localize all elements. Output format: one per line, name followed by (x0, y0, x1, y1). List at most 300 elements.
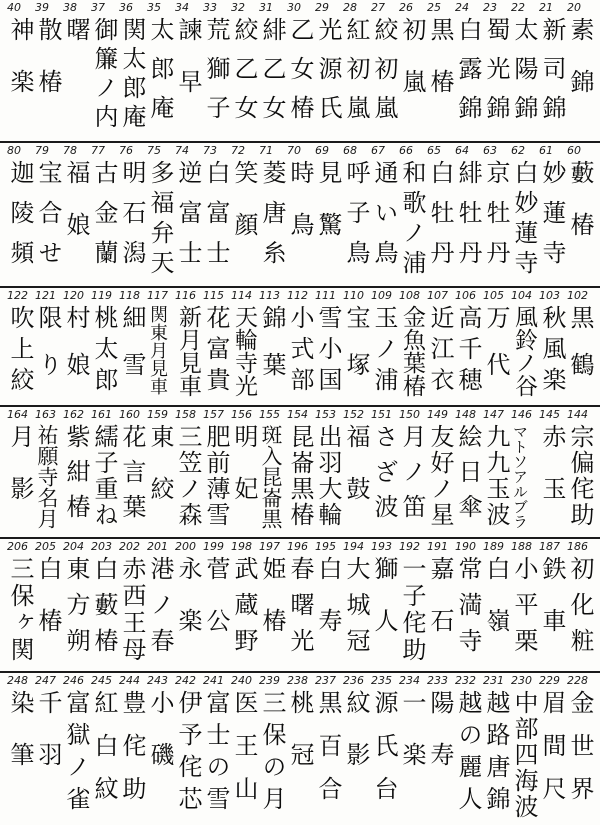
entry-number: 79 (35, 144, 49, 157)
list-entry (286, 143, 314, 285)
entry-number: 153 (315, 408, 336, 421)
entry-number: 244 (119, 674, 140, 687)
cultivar-name: 花言葉 (118, 424, 146, 529)
list-entry (510, 0, 538, 140)
list-entry (6, 407, 34, 536)
list-entry (118, 407, 146, 536)
cultivar-name: 宗偏侘助 (566, 424, 594, 528)
cultivar-name: 昆崙黒椿 (286, 424, 314, 528)
list-entry (230, 407, 258, 536)
cultivar-name: 白寿 (314, 556, 342, 660)
list-entry (286, 539, 314, 670)
cultivar-name: 太陽錦 (510, 17, 538, 134)
entry-number: 23 (483, 1, 497, 14)
list-entry (454, 0, 482, 140)
entry-number: 248 (7, 674, 28, 687)
list-entry (202, 288, 230, 404)
entry-number: 74 (175, 144, 189, 157)
cultivar-name: 眉間尺 (538, 690, 566, 819)
entry-number: 245 (91, 674, 112, 687)
cultivar-name: 菅公 (202, 556, 230, 660)
cultivar-name: 迦陵頻 (6, 160, 34, 280)
entry-number: 73 (203, 144, 217, 157)
list-entry (538, 407, 566, 536)
list-entry (342, 143, 370, 285)
cultivar-name: 赤玉 (538, 424, 566, 528)
cultivar-name: 絞乙女 (230, 17, 258, 134)
entry-number: 240 (231, 674, 252, 687)
list-entry (90, 0, 118, 140)
cultivar-name: 関東月見車 (147, 305, 168, 395)
cultivar-name: 呼子鳥 (342, 160, 370, 280)
entry-number: 242 (175, 674, 196, 687)
cultivar-name: 風鈴ノ谷 (511, 305, 537, 397)
list-entry (174, 673, 202, 825)
cultivar-name: 染筆 (6, 690, 34, 794)
list-entry (34, 407, 62, 536)
cultivar-name: 斑入昆崙黒 (259, 424, 283, 529)
list-entry (314, 407, 342, 536)
list-entry (62, 407, 90, 536)
cultivar-name: 錦葉 (258, 305, 286, 399)
entry-number: 110 (343, 289, 364, 302)
list-entry (398, 143, 426, 285)
list-entry (398, 673, 426, 825)
cultivar-name: 繻子重ね (90, 424, 118, 528)
list-entry (426, 539, 454, 670)
cultivar-name: 光源氏 (314, 17, 342, 134)
entry-number: 35 (147, 1, 161, 14)
entry-number: 158 (175, 408, 196, 421)
entry-number: 202 (119, 540, 140, 553)
entry-number: 64 (455, 144, 469, 157)
entry-number: 108 (399, 289, 420, 302)
cultivar-name: 月影 (6, 424, 34, 528)
list-entry (454, 407, 482, 536)
entry-number: 120 (63, 289, 84, 302)
list-entry (34, 539, 62, 670)
entry-number: 228 (567, 674, 588, 687)
entry-number: 231 (483, 674, 504, 687)
entry-number: 66 (399, 144, 413, 157)
entry-row (6, 673, 594, 825)
list-entry (454, 288, 482, 404)
list-entry (6, 143, 34, 285)
list-entry (174, 288, 202, 404)
list-entry (510, 288, 538, 404)
entry-number: 232 (455, 674, 476, 687)
cultivar-name: 三保の月 (258, 690, 286, 818)
entry-row (6, 407, 594, 536)
cultivar-name: 千羽 (34, 690, 62, 794)
list-entry (426, 0, 454, 140)
list-entry (314, 539, 342, 670)
list-entry (286, 673, 314, 825)
list-entry (118, 673, 146, 825)
list-entry (146, 288, 174, 404)
list-entry (90, 407, 118, 536)
cultivar-name: 三笠ノ森 (174, 424, 202, 528)
entry-number: 160 (119, 408, 140, 421)
list-entry (202, 407, 230, 536)
list-entry (202, 0, 230, 140)
list-entry (566, 673, 594, 825)
list-entry (6, 673, 34, 825)
cultivar-name: 東方朔 (62, 556, 90, 664)
entry-number: 243 (147, 674, 168, 687)
cultivar-name: 陽寿 (426, 690, 454, 794)
list-entry (34, 288, 62, 404)
list-entry (482, 673, 510, 825)
cultivar-name: 玉ノ浦 (370, 305, 398, 398)
entry-number: 39 (35, 1, 49, 14)
cultivar-name: 姫椿 (258, 556, 286, 660)
entry-number: 151 (371, 408, 392, 421)
list-entry (398, 288, 426, 404)
list-entry (510, 539, 538, 670)
cultivar-name: 白嶺 (482, 556, 510, 660)
entry-number: 149 (427, 408, 448, 421)
entry-number: 157 (203, 408, 224, 421)
list-entry (398, 0, 426, 140)
entry-number: 192 (399, 540, 420, 553)
cultivar-name: 諫早 (174, 17, 202, 121)
list-entry (146, 673, 174, 825)
list-entry (510, 673, 538, 825)
entry-number: 121 (35, 289, 56, 302)
entry-number: 25 (427, 1, 441, 14)
entry-number: 62 (511, 144, 525, 157)
cultivar-name: 春曙光 (286, 556, 314, 664)
list-entry (342, 288, 370, 404)
entry-number: 113 (259, 289, 280, 302)
entry-number: 230 (511, 674, 532, 687)
entry-number: 199 (203, 540, 224, 553)
list-entry (202, 539, 230, 670)
cultivar-name: 東絞 (146, 424, 174, 528)
entry-number: 75 (147, 144, 161, 157)
entry-number: 116 (175, 289, 196, 302)
cultivar-name: 藪椿 (566, 160, 594, 264)
list-entry (426, 407, 454, 536)
cultivar-name: 白椿 (34, 556, 62, 660)
list-entry (314, 288, 342, 404)
entry-number: 33 (203, 1, 217, 14)
cultivar-name: 高千穂 (454, 305, 482, 398)
entry-number: 146 (511, 408, 532, 421)
cultivar-name: 大城冠 (342, 556, 370, 664)
list-entry (202, 143, 230, 285)
entry-number: 28 (343, 1, 357, 14)
cultivar-name: 一子侘助 (398, 556, 426, 664)
entry-number: 200 (175, 540, 196, 553)
list-entry (482, 143, 510, 285)
entry-number: 80 (7, 144, 21, 157)
list-entry (118, 0, 146, 140)
cultivar-name: さざ波 (370, 424, 398, 529)
cultivar-name: 蜀光錦 (482, 17, 510, 134)
entry-number: 188 (511, 540, 532, 553)
entry-row (6, 288, 594, 404)
cultivar-name: 花富貴 (202, 305, 230, 398)
entry-number: 191 (427, 540, 448, 553)
list-entry (426, 288, 454, 404)
entry-number: 246 (63, 674, 84, 687)
entry-number: 156 (231, 408, 252, 421)
entry-number: 201 (147, 540, 168, 553)
list-entry (286, 288, 314, 404)
entry-number: 189 (483, 540, 504, 553)
entry-number: 65 (427, 144, 441, 157)
entry-number: 118 (119, 289, 140, 302)
entry-number: 67 (371, 144, 385, 157)
list-entry (34, 143, 62, 285)
cultivar-name: 通い鳥 (370, 160, 398, 280)
entry-number: 203 (91, 540, 112, 553)
entry-number: 32 (231, 1, 245, 14)
cultivar-name: 白露錦 (454, 17, 482, 134)
cultivar-name: 村娘 (62, 305, 90, 399)
list-entry (342, 407, 370, 536)
entry-number: 30 (287, 1, 301, 14)
list-entry (538, 143, 566, 285)
entry-number: 63 (483, 144, 497, 157)
cultivar-name: 獅人 (370, 556, 398, 660)
entry-number: 193 (371, 540, 392, 553)
cultivar-name: マトソアルブラ (511, 424, 529, 529)
cultivar-name: 吹上絞 (6, 305, 34, 398)
entry-number: 206 (7, 540, 28, 553)
entry-number: 38 (63, 1, 77, 14)
cultivar-name: 中部四海波 (510, 690, 538, 820)
entry-number: 150 (399, 408, 420, 421)
cultivar-name: 新月見車 (175, 305, 201, 397)
list-entry (34, 673, 62, 825)
list-entry (62, 0, 90, 140)
entry-number: 105 (483, 289, 504, 302)
cultivar-name: 秋風楽 (538, 305, 566, 398)
cultivar-name: 富獄ノ雀 (62, 690, 90, 818)
entry-number: 27 (371, 1, 385, 14)
entry-number: 77 (91, 144, 105, 157)
cultivar-name: 小磯 (146, 690, 174, 794)
list-entry (258, 539, 286, 670)
cultivar-name: 京牡丹 (482, 160, 510, 280)
entry-number: 145 (539, 408, 560, 421)
entry-number: 104 (511, 289, 532, 302)
entry-number: 229 (539, 674, 560, 687)
entry-number: 196 (287, 540, 308, 553)
cultivar-name: 時鳥 (286, 160, 314, 264)
list-entry (538, 539, 566, 670)
entry-number: 29 (315, 1, 329, 14)
entry-number: 162 (63, 408, 84, 421)
entry-number: 24 (455, 1, 469, 14)
list-entry (174, 407, 202, 536)
list-entry (426, 143, 454, 285)
entry-number: 237 (315, 674, 336, 687)
cultivar-name: 豊侘助 (118, 690, 146, 819)
entry-number: 69 (315, 144, 329, 157)
cultivar-name: 鉄車 (538, 556, 566, 660)
entry-number: 115 (203, 289, 224, 302)
entry-row (6, 143, 594, 285)
entry-number: 70 (287, 144, 301, 157)
list-entry (454, 539, 482, 670)
entry-number: 60 (567, 144, 581, 157)
entry-number: 235 (371, 674, 392, 687)
cultivar-name: 源氏台 (370, 690, 398, 819)
list-entry (426, 673, 454, 825)
entry-number: 119 (91, 289, 112, 302)
entry-number: 122 (7, 289, 28, 302)
cultivar-name: 紅初嵐 (342, 17, 370, 134)
entry-number: 152 (343, 408, 364, 421)
entry-number: 155 (259, 408, 280, 421)
list-entry (230, 288, 258, 404)
cultivar-name: 友好ノ星 (426, 424, 454, 528)
entry-number: 114 (231, 289, 252, 302)
entry-number: 71 (259, 144, 273, 157)
cultivar-name: 一楽 (398, 690, 426, 794)
cultivar-name: 福鼓 (342, 424, 370, 528)
entry-number: 20 (567, 1, 581, 14)
list-entry (510, 407, 538, 536)
entry-number: 195 (315, 540, 336, 553)
list-entry (258, 407, 286, 536)
cultivar-name: 祐願寺名月 (35, 424, 59, 529)
entry-number: 144 (567, 408, 588, 421)
entry-number: 194 (343, 540, 364, 553)
entry-number: 163 (35, 408, 56, 421)
cultivar-name: 太郎庵 (146, 17, 174, 134)
list-entry (454, 143, 482, 285)
list-entry (174, 539, 202, 670)
list-entry (538, 288, 566, 404)
cultivar-name: 小平栗 (510, 556, 538, 664)
cultivar-name: 白牡丹 (426, 160, 454, 280)
entry-number: 22 (511, 1, 525, 14)
cultivar-name: 医王山 (230, 690, 258, 819)
cultivar-name: 関太郎庵 (118, 17, 146, 133)
cultivar-name: 神楽 (6, 17, 34, 121)
entry-number: 154 (287, 408, 308, 421)
cultivar-name: 港ノ春 (146, 556, 174, 664)
list-entry (258, 0, 286, 140)
cultivar-name: 宝塚 (342, 305, 370, 399)
list-entry (62, 539, 90, 670)
list-entry (118, 143, 146, 285)
entry-number: 234 (399, 674, 420, 687)
entry-number: 36 (119, 1, 133, 14)
list-entry (90, 539, 118, 670)
entry-number: 233 (427, 674, 448, 687)
entry-number: 34 (175, 1, 189, 14)
list-entry (538, 0, 566, 140)
entry-number: 21 (539, 1, 553, 14)
entry-number: 31 (259, 1, 273, 14)
cultivar-name: 黒椿 (426, 17, 454, 121)
cultivar-name: 荒獅子 (202, 17, 230, 134)
list-entry (118, 288, 146, 404)
cultivar-name: 出羽大輪 (314, 424, 342, 528)
cultivar-name: 金世界 (566, 690, 594, 819)
list-entry (370, 143, 398, 285)
cultivar-name: 越の麗人 (454, 690, 482, 818)
list-entry (482, 288, 510, 404)
cultivar-name: 明妃 (230, 424, 258, 528)
list-entry (342, 0, 370, 140)
list-entry (90, 143, 118, 285)
list-entry (258, 673, 286, 825)
entry-number: 204 (63, 540, 84, 553)
cultivar-name: 雪小国 (314, 305, 342, 398)
cultivar-name: 初化粧 (566, 556, 594, 664)
list-entry (314, 143, 342, 285)
cultivar-name: 桃冠 (286, 690, 314, 794)
list-entry (314, 673, 342, 825)
list-entry (146, 407, 174, 536)
list-entry (230, 143, 258, 285)
entry-number: 111 (315, 289, 336, 302)
cultivar-name: 散椿 (34, 17, 62, 121)
list-entry (62, 143, 90, 285)
entry-row (6, 539, 594, 670)
cultivar-name: 福娘 (62, 160, 90, 264)
entry-number: 197 (259, 540, 280, 553)
entry-number: 112 (287, 289, 308, 302)
list-entry (202, 673, 230, 825)
cultivar-name: 嘉石 (426, 556, 454, 660)
cultivar-name: 見驚 (314, 160, 342, 264)
cultivar-name: 紅白紋 (90, 690, 118, 819)
entry-number: 205 (35, 540, 56, 553)
list-entry (258, 143, 286, 285)
list-entry (146, 0, 174, 140)
list-entry (566, 539, 594, 670)
entry-number: 102 (567, 289, 588, 302)
list-entry (6, 539, 34, 670)
cultivar-name: 富士の雪 (202, 690, 230, 818)
entry-number: 78 (63, 144, 77, 157)
entry-number: 26 (399, 1, 413, 14)
list-entry (454, 673, 482, 825)
cultivar-name: 御簾ノ内 (90, 17, 118, 133)
entry-row (6, 0, 594, 140)
list-entry (510, 143, 538, 285)
cultivar-name: 桃太郎 (90, 305, 118, 398)
cultivar-name: 乙女椿 (286, 17, 314, 134)
entry-number: 198 (231, 540, 252, 553)
list-entry (370, 288, 398, 404)
cultivar-name: 白藪椿 (90, 556, 118, 664)
entry-number: 238 (287, 674, 308, 687)
entry-number: 187 (539, 540, 560, 553)
cultivar-name: 和歌ノ浦 (398, 160, 426, 280)
cultivar-name: 素錦 (566, 17, 594, 121)
list-entry (230, 673, 258, 825)
list-entry (6, 0, 34, 140)
cultivar-name: 九九玉波 (482, 424, 510, 528)
cultivar-name: 越路唐錦 (482, 690, 510, 818)
list-entry (6, 288, 34, 404)
list-entry (342, 673, 370, 825)
entry-number: 186 (567, 540, 588, 553)
list-entry (342, 539, 370, 670)
cultivar-name: 黒鶴 (566, 305, 594, 399)
entry-number: 103 (539, 289, 560, 302)
cultivar-name: 近江衣 (426, 305, 454, 398)
